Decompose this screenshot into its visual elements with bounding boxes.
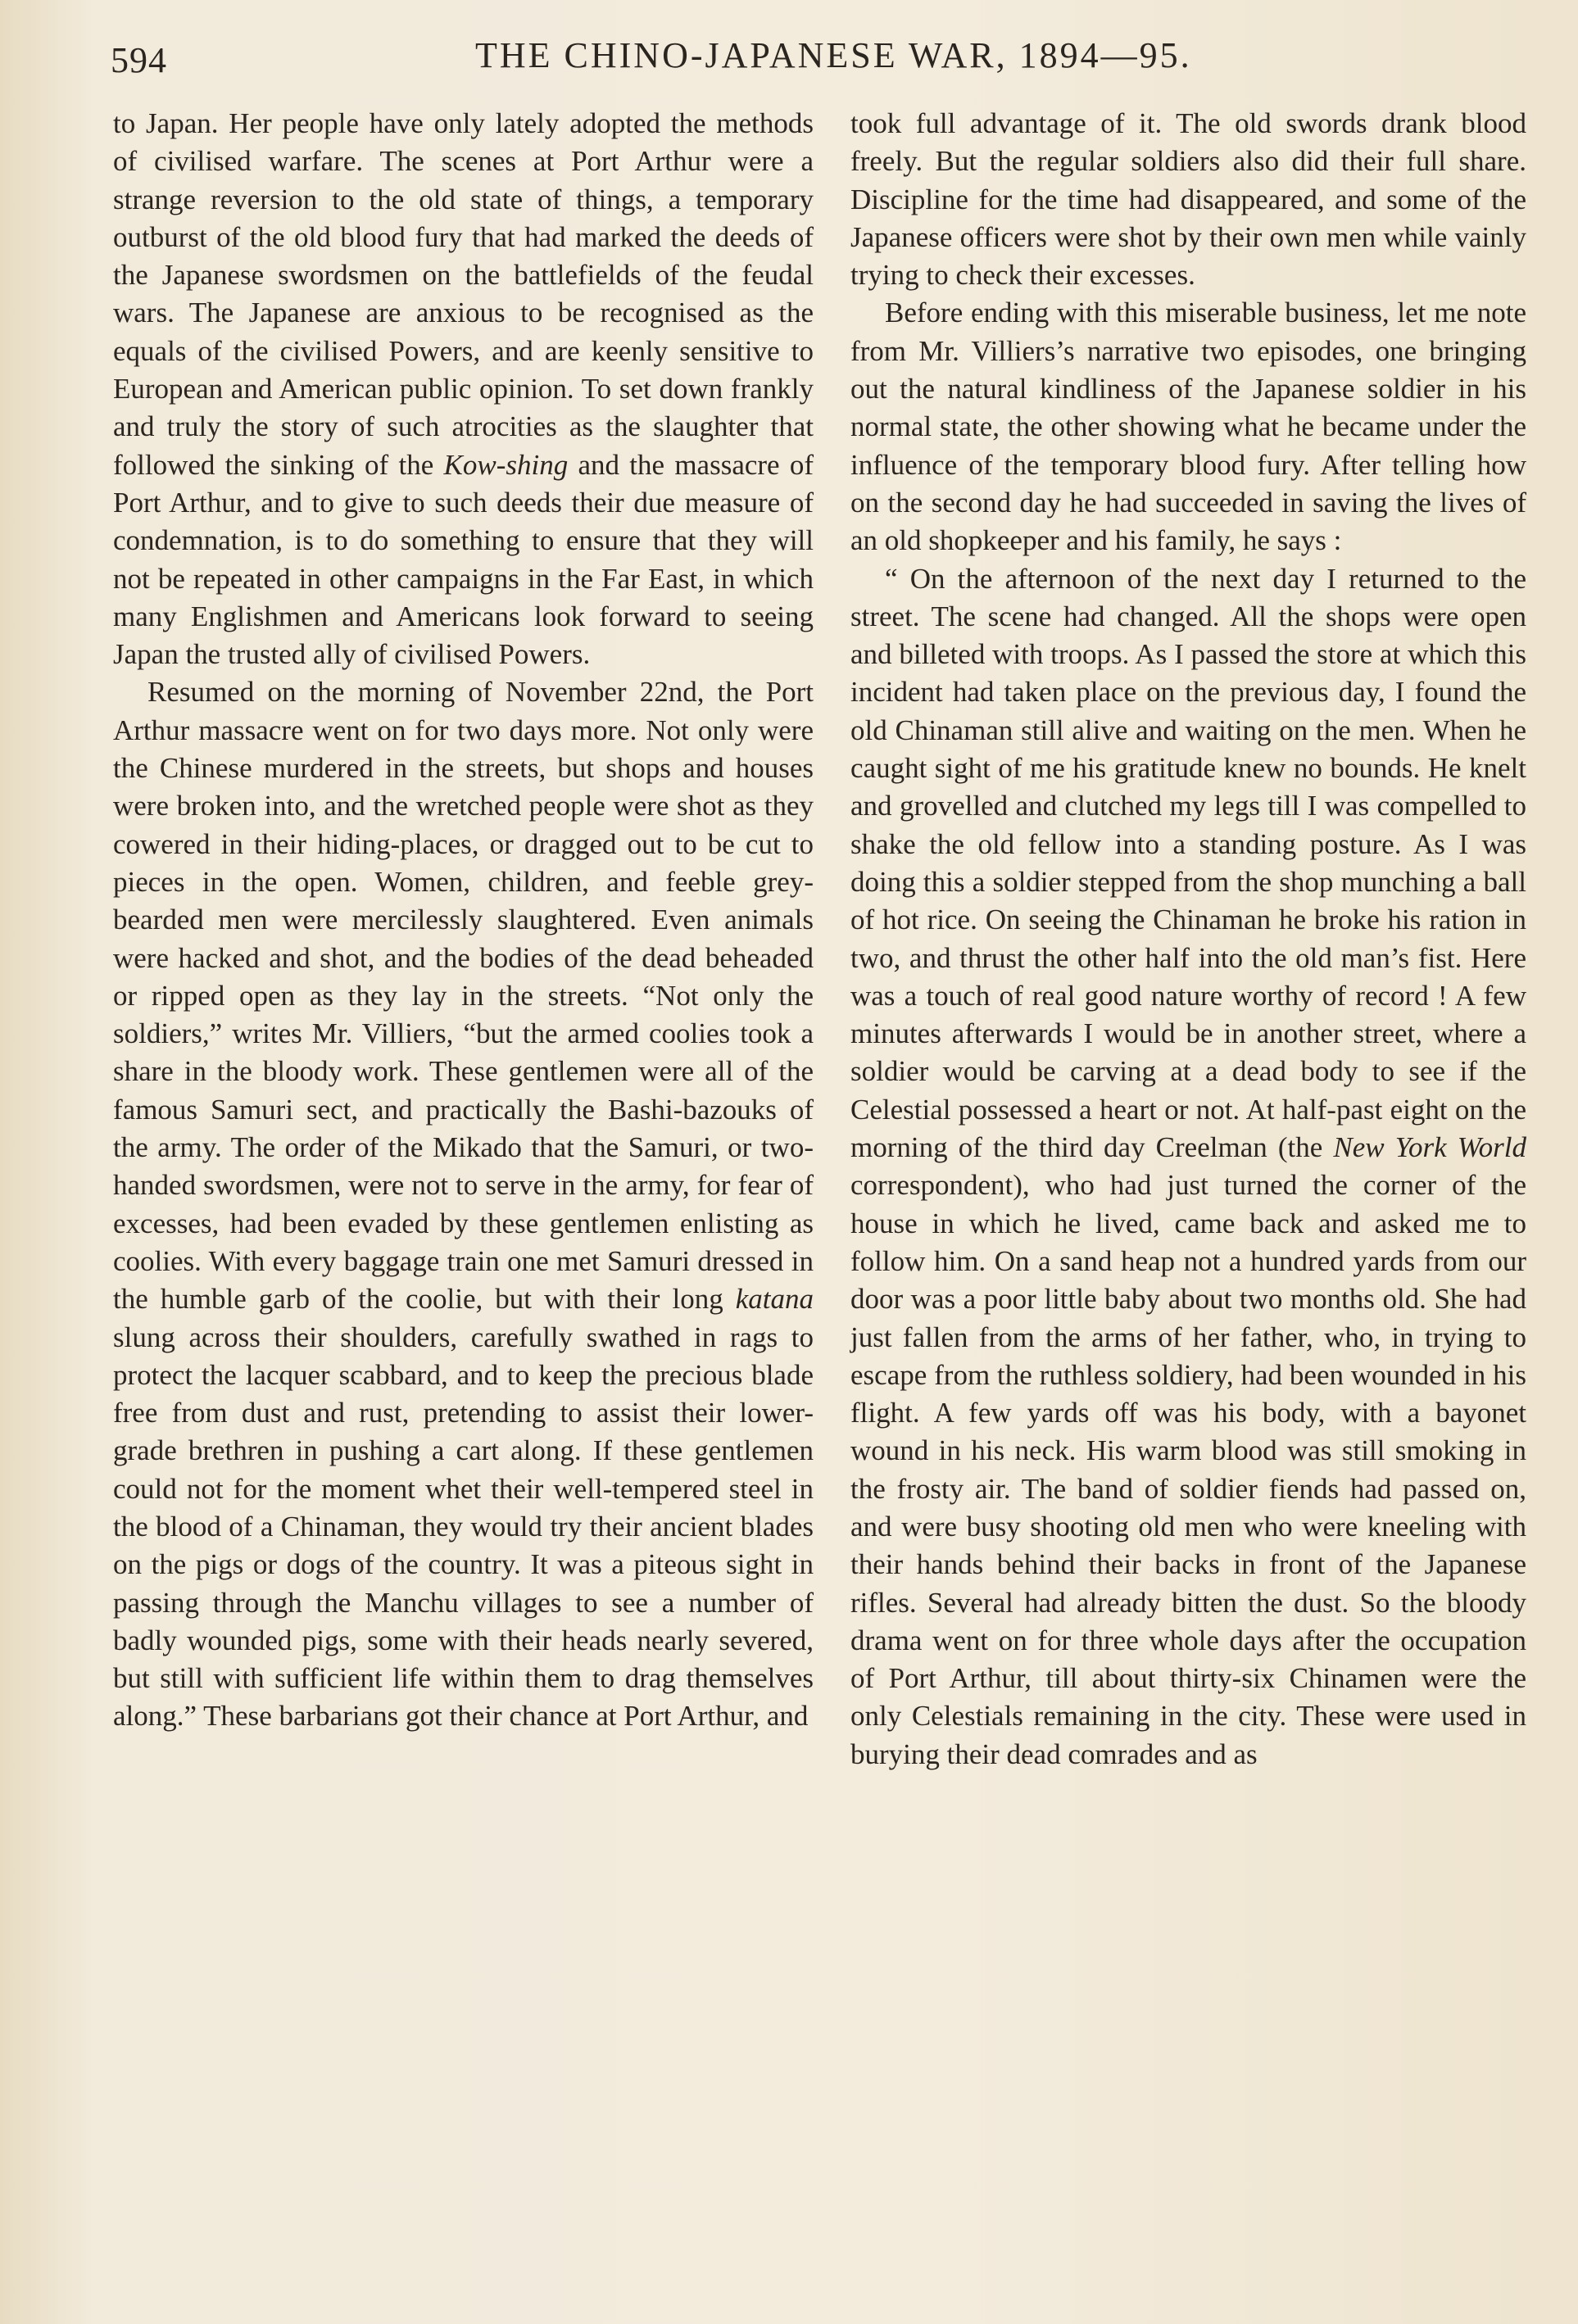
right-paragraph-1: took full advantage of it. The old swords drank blood freely. But the regular soldiers also did their full share. Discipline for the time had disappeared, and some of the Japanese officers were shot by their own men while vainly trying to check their excesses. (850, 107, 1526, 292)
left-p2-text: Resumed on the morning of November 22nd, the Port Arthur massacre went on for two days more. Not only were the Chinese murdered in the streets, but shops and houses were broken into, and the wretched people were shot as they cowered in their hiding-places, or dragged out to be cut to pieces in the open. Women, children, and feeble grey-bearded men were mercilessly slaughtered. Even animals were hacked and shot, and the bodies of the dead beheaded or ripped open as they lay in the streets. “Not only the soldiers,” writes Mr. Villiers, “but the armed coolies took a share in the bloody work. These gentlemen were all of the famous Samuri sect, and practically the Bashi-bazouks of the army. The order of the Mikado that the Samuri, or two-handed swordsmen, were not to serve in the army, for fear of excesses, had been evaded by these gentlemen enlisting as coolies. With every baggage train one met Samuri dressed in the humble garb of the coolie, but with their long (113, 676, 814, 1316)
page-number: 594 (111, 40, 167, 80)
right-p3-italic: New York World (1333, 1131, 1527, 1164)
right-paragraph-2: Before ending with this miserable business, let me note from Mr. Villiers’s narrative two episodes, one bringing out the natural kindliness of the Japanese soldier in his normal state, the other showing what he became under the influence of the temporary blood fury. After telling how on the second day he had succeeded in saving the lives of an old shopkeeper and his family, he says : (850, 297, 1526, 557)
page-header (111, 31, 1520, 88)
left-paragraph-1 (113, 105, 814, 673)
right-column (850, 105, 1526, 1774)
left-p1-end: and the massacre of Port Arthur, and to give to such deeds their due measure of condemnation, is to do something to ensure that they will not be repeated in other campaigns in the Far East, in which many Englishmen and Americans look forward to seeing Japan the trusted ally of civilised Powers. (113, 448, 814, 671)
left-p1-italic: Kow-shing (443, 448, 569, 481)
right-p3-text: “ On the afternoon of the next day I returned to the street. The scene had changed. All the shops were open and billeted with troops. As I passed the store at which this incident had taken place on the previous day, I found the old Chinaman still alive and waiting on the men. When he caught sight of me his gratitude knew no bounds. He knelt and grovelled and clutched my legs till I was compelled to shake the old fellow into a standing posture. As I was doing this a soldier stepped from the shop munching a ball of hot rice. On seeing the Chinaman he broke his ration in two, and thrust the other half into the old man’s fist. Here was a touch of real good nature worthy of record ! A few minutes afterwards I would be in another street, where a soldier would be carving at a dead body to see if the Celestial possessed a heart or not. At half-past eight on the morning of the third day Creelman (the (850, 562, 1526, 1164)
running-title: THE CHINO-JAPANESE WAR, 1894—95. (475, 35, 1192, 75)
left-paragraph-2 (113, 673, 814, 1735)
left-column (113, 105, 814, 1736)
left-p2-italic: katana (735, 1283, 814, 1316)
right-paragraph-3 (850, 560, 1526, 1774)
right-p3-end: correspondent), who had just turned the corner of the house in which he lived, came back and asked me to follow him. On a sand heap not a hundred yards from our door was a poor little baby about two months old. She had just fallen from the arms of her father, who, in trying to escape from the ruthless soldiery, had been wounded in his flight. A few yards off was his body, with a bayonet wound in his neck. His warm blood was still smoking in the frosty air. The band of soldier fiends had passed on, and were busy shooting old men who were kneeling with their hands behind their backs in front of the Japanese rifles. Several had already bitten the dust. So the bloody drama went on for three whole days after the occupation of Port Arthur, till about thirty-six Chinamen were the only Celestials remaining in the city. These were used in burying their dead comrades and as (850, 1169, 1526, 1770)
left-p1-text: to Japan. Her people have only lately adopted the methods of civilised warfare. The scenes at Port Arthur were a strange reversion to the old state of things, a temporary outburst of the old blood fury that had marked the deeds of the Japanese swordsmen on the battlefields of the feudal wars. The Japanese are anxious to be recognised as the equals of the civilised Powers, and are keenly sensitive to European and American public opinion. To set down frankly and truly the story of such atrocities as the slaughter that followed the sinking of the (113, 107, 814, 481)
left-p2-end: slung across their shoulders, carefully swathed in rags to protect the lacquer scabbard, and to keep the precious blade free from dust and rust, pretending to assist their lower-grade brethren in pushing a cart along. If these gentlemen could not for the moment whet their well-tempered steel in the blood of a Chinaman, they would try their ancient blades on the pigs or dogs of the country. It was a piteous sight in passing through the Manchu villages to see a number of badly wounded pigs, some with their heads nearly severed, but still with sufficient life within them to drag themselves along.” These barbarians got their chance at Port Arthur, and (113, 1321, 814, 1733)
